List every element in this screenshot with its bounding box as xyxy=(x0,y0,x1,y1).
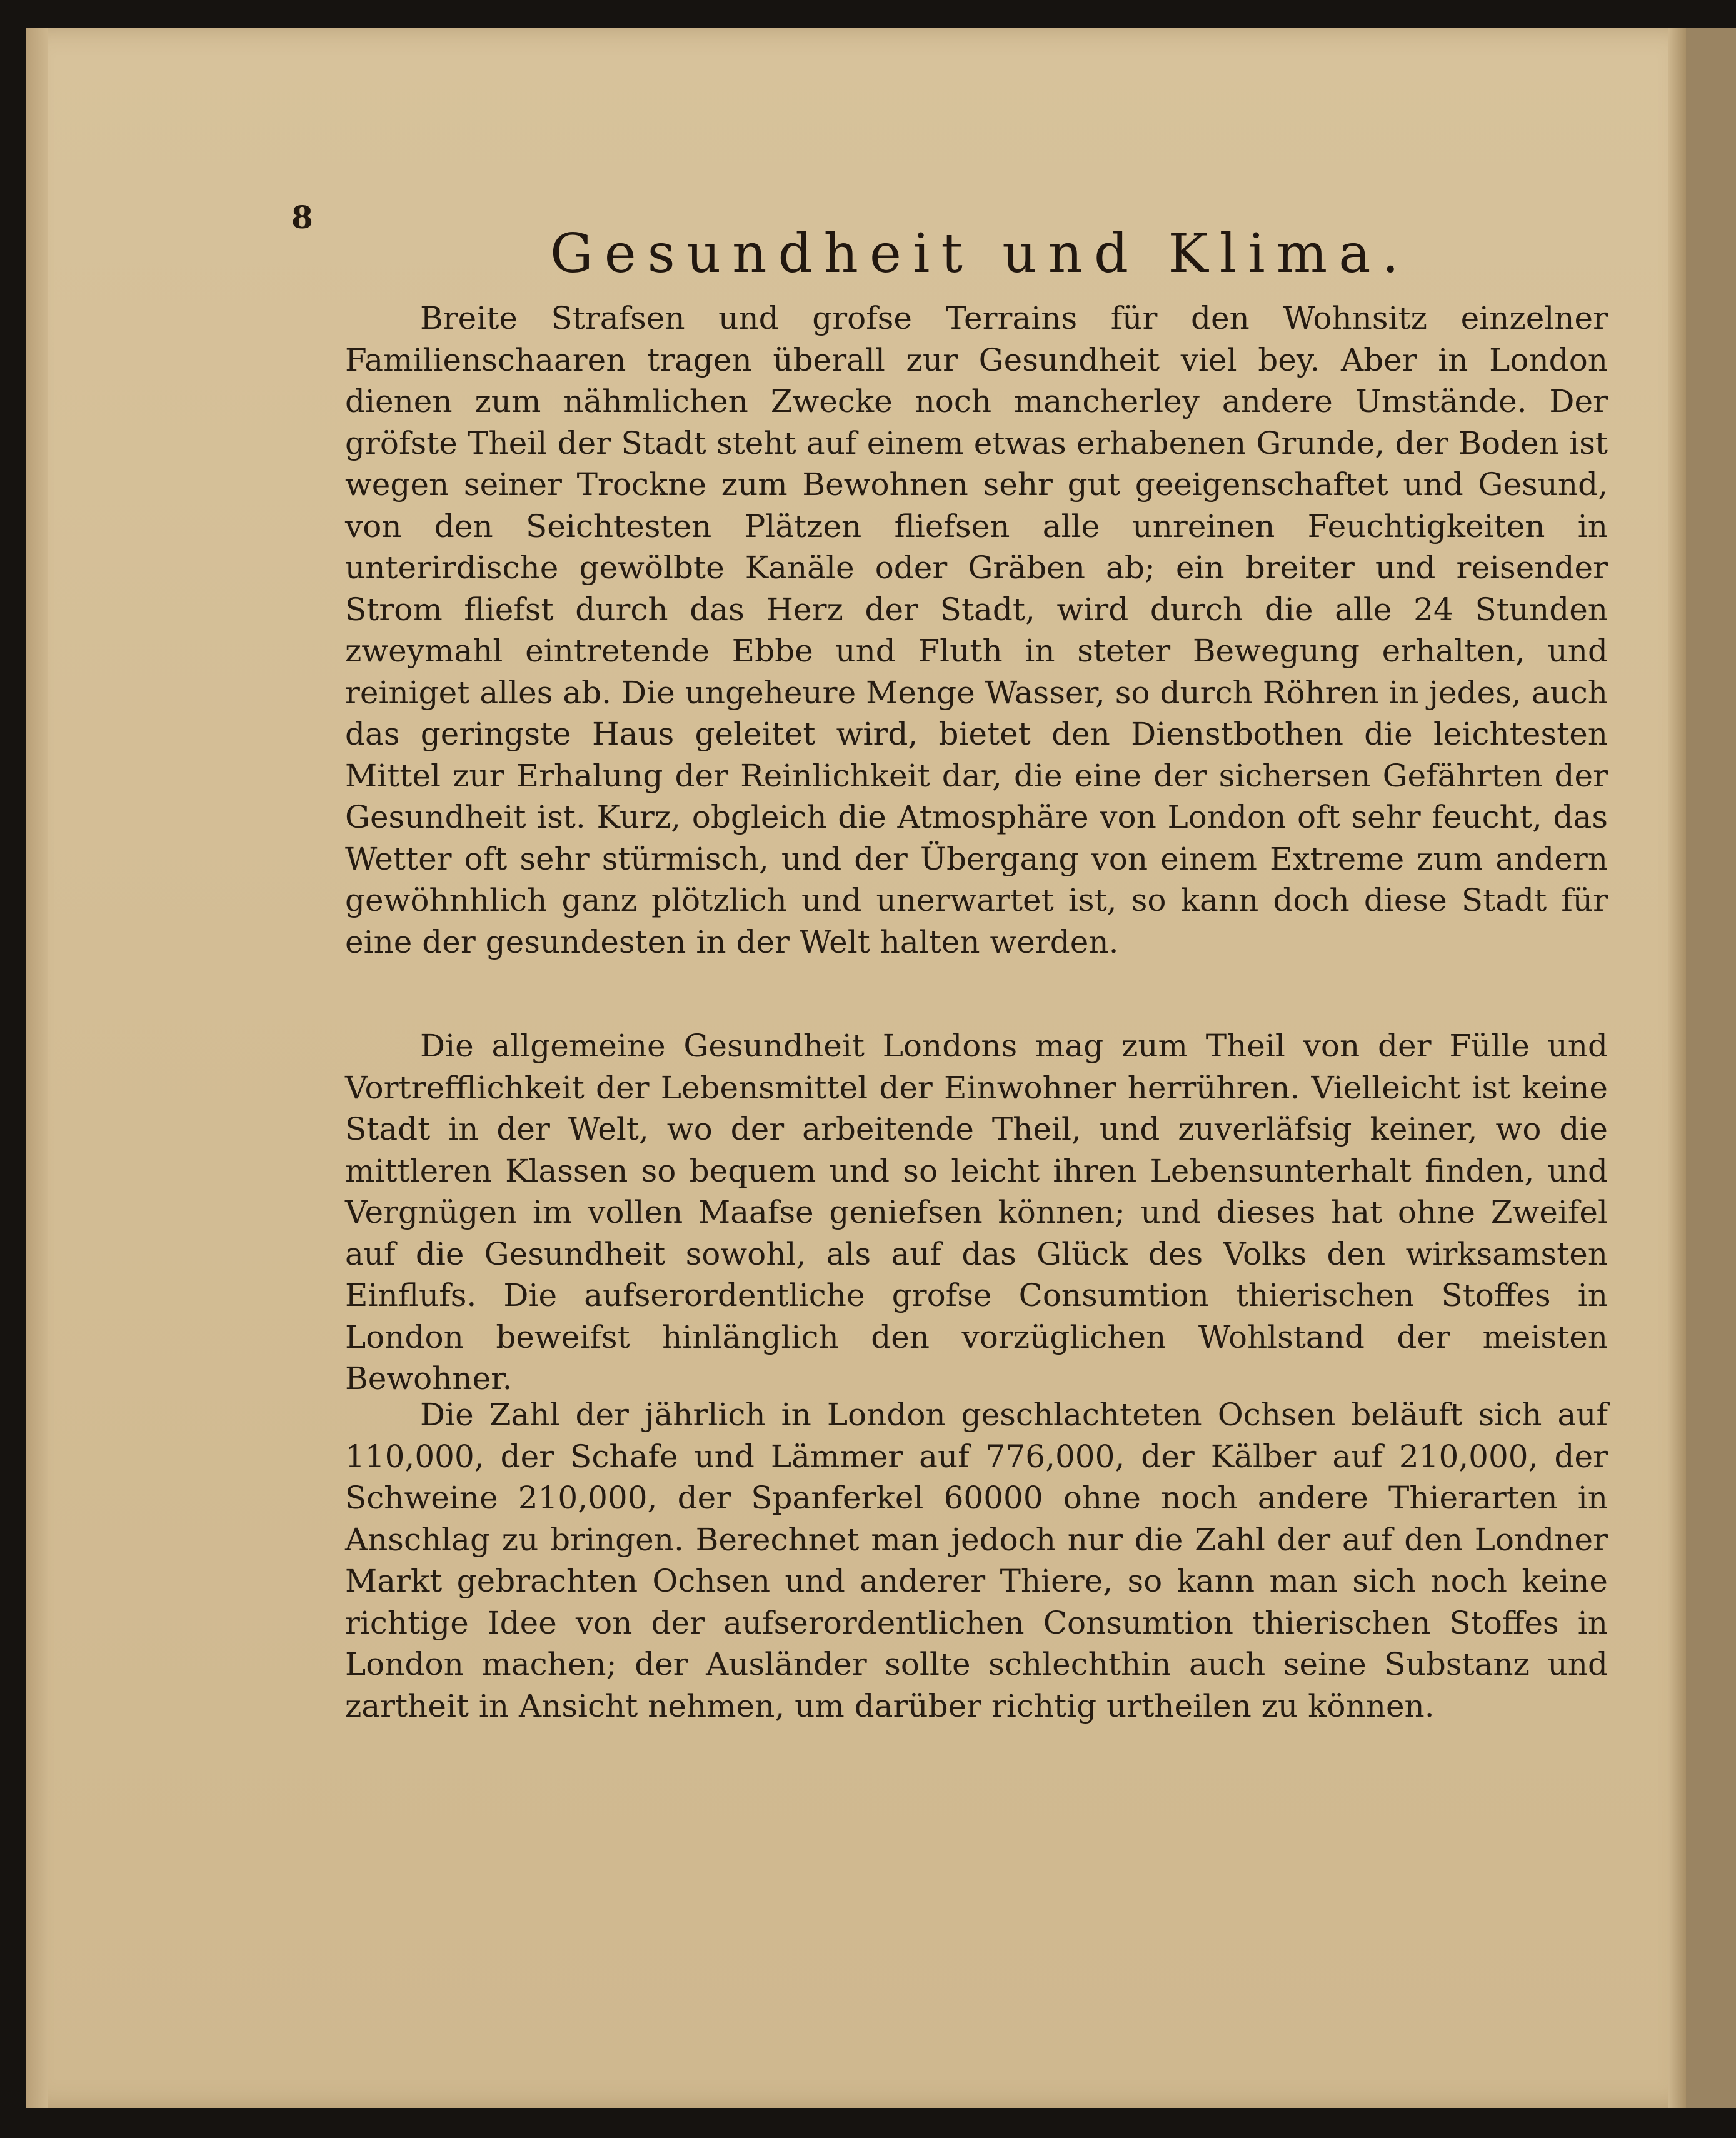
paragraph-text: Die allgemeine Gesundheit Londons mag zum Theil von der Fülle und Vortrefflichkeit der Lebensmittel der Einwohner herrühren. Vielleicht ist keine Stadt in der Welt, wo der arbeitende Theil, und zuverläfsig keiner, wo die mittleren Klassen so bequem und so leicht ihren Lebensunterhalt finden, und Vergnügen im vollen Maafse geniefsen können; und dieses hat ohne Zweifel auf die Gesundheit sowohl, als auf das Glück des Volks den wirksamsten Einflufs. Die aufserordentliche grofse Consumtion thierischen Stoffes in London beweifst hinlänglich den vorzüglichen Wohlstand der meisten Bewohner. xyxy=(345,1028,1608,1397)
paragraph-text: Breite Strafsen und grofse Terrains für den Wohnsitz einzelner Familienschaaren tragen überall zur Gesundheit viel bey. Aber in London dienen zum nähmlichen Zwecke noch mancherley andere Umstände. Der gröfste Theil der Stadt steht auf einem etwas erhabenen Grunde, der Boden ist wegen seiner Trockne zum Bewohnen sehr gut geeigenschaftet und Gesund, von den Seichtesten Plätzen fliefsen alle unreinen Feuchtigkeiten in unterirdische gewölbte Kanäle oder Gräben ab; ein breiter und reisender Strom fliefst durch das Herz der Stadt, wird durch die alle 24 Stunden zweymahl eintretende Ebbe und Fluth in steter Bewegung erhalten, und reiniget alles ab. Die ungeheure Menge Wasser, so durch Röhren in jedes, auch das geringste Haus geleitet wird, bietet den Dienstbothen die leichtesten Mittel zur Erhalung der Reinlichkeit dar, die eine der sichersen Gefährten der Gesundheit ist. Kurz, obgleich die Atmosphäre von London oft sehr feucht, das Wetter oft sehr stürmisch, und der Übergang von einem Extreme zum andern gewöhnhlich ganz plötzlich und unerwartet ist, so kann doch diese Stadt für eine der gesundesten in der Welt halten werden. xyxy=(345,300,1608,960)
paragraph-1 xyxy=(345,298,1608,963)
page-number: 8 xyxy=(291,199,313,236)
page-left-edge xyxy=(26,28,48,2108)
paragraph-2 xyxy=(345,1025,1608,1400)
paragraph-text: Die Zahl der jährlich in London geschlachteten Ochsen beläuft sich auf 110,000, der Schafe und Lämmer auf 776,000, der Kälber auf 210,000, der Schweine 210,000, der Spanferkel 60000 ohne noch andere Thierarten in Anschlag zu bringen. Berechnet man jedoch nur die Zahl der auf den Londner Markt gebrachten Ochsen und anderer Thiere, so kann man sich noch keine richtige Idee von der aufserordentlichen Consumtion thierischen Stoffes in London machen; der Ausländer sollte schlechthin auch seine Substanz und zartheit in Ansicht nehmen, um darüber richtig urtheilen zu können. xyxy=(345,1397,1608,1724)
facing-page-edge xyxy=(1686,28,1736,2108)
paragraph-3 xyxy=(345,1394,1608,1727)
page-title: Gesundheit und Klima. xyxy=(550,223,1410,285)
page-right-edge xyxy=(1668,28,1686,2108)
